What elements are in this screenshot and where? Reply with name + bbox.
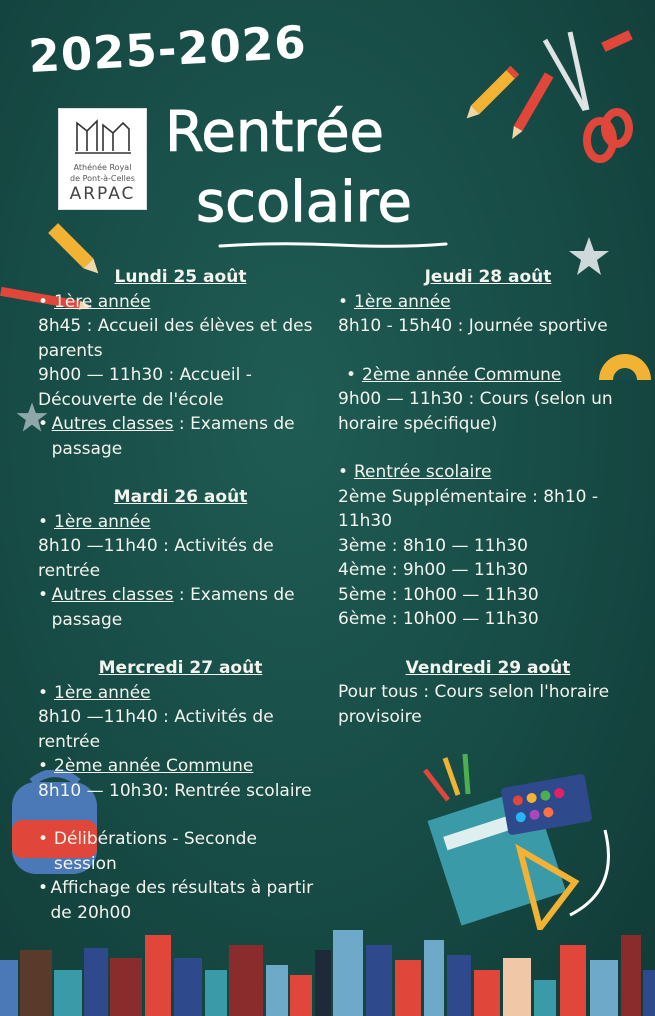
list-item: : Examens de passage — [51, 414, 295, 459]
list-item: 9h00 — 11h30 : Cours (selon un horaire spécifique) — [338, 389, 613, 434]
school-year: 2025-2026 — [27, 15, 308, 83]
title-line2: scolaire — [196, 170, 412, 235]
books-shelf — [0, 930, 655, 1016]
list-item: 2ème année Commune — [362, 364, 562, 385]
eraser-icon — [600, 30, 636, 52]
list-item: 3ème : 8h10 — 11h30 — [338, 535, 528, 556]
list-item: 1ère année — [354, 291, 451, 312]
title-underline-icon — [218, 240, 448, 250]
day-heading: Jeudi 28 août — [424, 267, 552, 287]
schedule-left: Lundi 25 août • 1ère année 8h45 : Accueil des élèves et des parents 9h00 — 11h30 : Accueil - Découverte de l'école • Autres classes : Examens de passage Mardi 26 août • 1ère année 8h10 —11h40 : Activités de rentrée • Autres classes : Examens de passage Mercredi 27 août • 1ère année 8h10 —11h40 : Activités de rentrée • 2ème année Commune 8h10 — 10h30: Rentrée scolaire • Délibérations - Seconde session • Affichage des résultats à partir de 20h00 — [38, 265, 323, 925]
logo-line1: Athénée Royal — [73, 163, 132, 172]
list-item: 8h10 —11h40 : Activités de rentrée — [38, 707, 274, 752]
list-item: 2ème année Commune — [54, 756, 254, 776]
list-item: Pour tous : Cours selon l'horaire provisoire — [338, 682, 610, 727]
logo-name: ARPAC — [69, 184, 136, 204]
list-item: 8h10 — 10h30: Rentrée scolaire — [38, 780, 312, 801]
list-item: Autres classes — [51, 585, 174, 605]
day-heading: Mardi 26 août — [113, 487, 248, 507]
list-item: 8h45 : Accueil des élèves et des parents — [38, 316, 313, 361]
list-item: 5ème : 10h00 — 11h30 — [338, 584, 539, 605]
list-item: 6ème : 10h00 — 11h30 — [338, 609, 539, 629]
list-item: 2ème Supplémentaire : 8h10 - 11h30 — [338, 486, 598, 531]
list-item: : Examens de passage — [51, 585, 295, 630]
notebook-icon — [420, 750, 635, 930]
logo-mark-icon — [73, 115, 133, 157]
list-item: 1ère année — [54, 291, 151, 312]
list-item: 9h00 — 11h30 : Accueil - Découverte de l'école — [38, 365, 252, 410]
day-heading: Vendredi 29 août — [405, 657, 571, 678]
schedule-right: Jeudi 28 août • 1ère année 8h10 - 15h40 : Journée sportive • 2ème année Commune 9h00 — 11h30 : Cours (selon un horaire spécifique) • Rentrée scolaire 2ème Supplémentaire : 8h10 - 11h30 3ème : 8h10 — 11h30 4ème : 9h00 — 11h30 5ème : 10h00 — 11h30 6ème : 10h00 — 11h30 Vendredi 29 août Pour tous : Cours selon l'horaire provisoire — [338, 265, 638, 729]
list-item: Affichage des résultats à partir de 20h00 — [50, 878, 314, 923]
school-logo — [58, 108, 147, 210]
day-heading: Mercredi 27 août — [98, 658, 263, 678]
list-item: 1ère année — [54, 511, 151, 532]
list-item: 4ème : 9h00 — 11h30 — [338, 560, 528, 580]
day-heading: Lundi 25 août — [114, 267, 247, 287]
list-item: 8h10 - 15h40 : Journée sportive — [338, 316, 608, 336]
list-item: 1ère année — [54, 682, 151, 703]
title-line1: Rentrée — [165, 100, 384, 165]
list-item: Rentrée scolaire — [354, 462, 492, 482]
list-item: Délibérations - Seconde session — [53, 829, 257, 874]
list-item: 8h10 —11h40 : Activités de rentrée — [38, 536, 274, 581]
logo-line2: de Pont-à-Celles — [70, 174, 135, 183]
list-item: Autres classes — [51, 414, 174, 434]
